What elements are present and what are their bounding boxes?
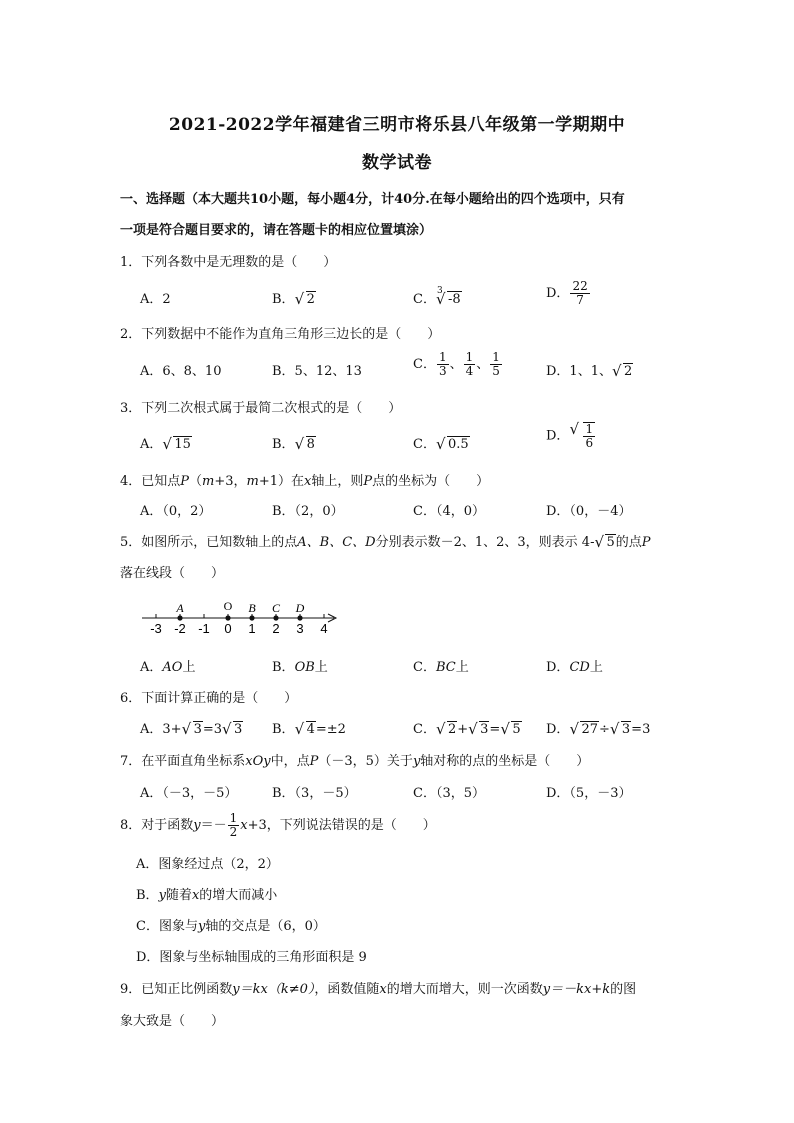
question-4-stem: 4．已知点P（m+3，m+1）在x轴上，则P点的坐标为（ ） xyxy=(120,474,490,489)
q2-option-d: D．1、1、√ 2 xyxy=(546,360,633,379)
number-line-point xyxy=(297,615,302,620)
section-heading-line1: 一、选择题（本大题共10小题，每小题4分，计40分.在每小题给出的四个选项中，只有 xyxy=(120,192,625,207)
q1-option-b: B．√ 2 xyxy=(272,288,316,307)
q3-option-a: A．√ 15 xyxy=(140,433,192,452)
number-line-point-label: A xyxy=(176,601,184,615)
q7-option-c: C．（3，5） xyxy=(413,786,485,801)
q2-option-a: A．6、8、10 xyxy=(140,364,222,379)
q8-option-a: A．图象经过点（2，2） xyxy=(136,857,279,872)
q8-option-c: C．图象与y轴的交点是（6，0） xyxy=(136,919,326,934)
q1-option-d: D． $\frac{22}{7}$ xyxy=(546,279,588,307)
exam-title: 2021-2022学年福建省三明市将乐县八年级第一学期期中 xyxy=(168,115,626,135)
question-5-stem-line2: 落在线段（ ） xyxy=(120,566,225,581)
number-line-tick-label: 2 xyxy=(272,621,280,636)
question-8-stem: 8．对于函数y＝－ $\frac{1}{2}$ x+3，下列说法错误的是（ ） xyxy=(120,811,436,839)
number-line-tick-label: 4 xyxy=(320,621,328,636)
q6-option-d: D．√ 27÷√ 3=3 xyxy=(546,718,650,737)
number-line-tick-label: 0 xyxy=(224,621,232,636)
q3-option-b: B．√ 8 xyxy=(272,433,316,452)
number-line-tick-label: -2 xyxy=(174,621,186,636)
q2-option-b: B．5、12、13 xyxy=(272,364,362,379)
number-line-point xyxy=(249,615,254,620)
question-7-stem: 7．在平面直角坐标系xOy中，点P（－3，5）关于y轴对称的点的坐标是（ ） xyxy=(120,754,590,769)
q1-option-a: A．2 xyxy=(140,292,171,307)
q8-option-b: B．y随着x的增大而减小 xyxy=(136,888,278,903)
q7-option-a: A．（－3，－5） xyxy=(140,786,238,801)
q4-option-b: B．（2，0） xyxy=(272,504,344,519)
number-line-figure xyxy=(140,596,350,640)
question-1-stem: 1．下列各数中是无理数的是（ ） xyxy=(120,255,337,270)
q5-option-b: B．OB上 xyxy=(272,660,328,675)
number-line-tick-label: -3 xyxy=(150,621,162,636)
q5-option-a: A．AO上 xyxy=(140,660,196,675)
number-line-point xyxy=(177,615,182,620)
q3-option-d: D． √ $\frac{1}{6}$ xyxy=(546,422,596,450)
section-heading-line2: 一项是符合题目要求的，请在答题卡的相应位置填涂） xyxy=(120,223,433,238)
question-3-stem: 3．下列二次根式属于最简二次根式的是（ ） xyxy=(120,401,402,416)
q6-option-a: A．3+√ 3=3√ 3 xyxy=(140,718,243,737)
number-line-point-label: O xyxy=(223,599,233,613)
number-line-point xyxy=(273,615,278,620)
q8-option-d: D．图象与坐标轴围成的三角形面积是 9 xyxy=(136,950,367,965)
number-line-point xyxy=(225,615,230,620)
question-9-stem-line1: 9．已知正比例函数y＝kx（k≠0），函数值随x的增大而增大，则一次函数y＝－kx+k的图 xyxy=(120,982,637,997)
q4-option-d: D．（0，－4） xyxy=(546,504,632,519)
number-line-tick-label: 1 xyxy=(248,621,256,636)
q3-option-c: C．√ 0.5 xyxy=(413,433,470,452)
question-9-stem-line2: 象大致是（ ） xyxy=(120,1014,225,1029)
q2-option-c: C． $\frac{1}{3}$ 、 $\frac{1}{4}$ 、 $\frac{1}{5}$ xyxy=(413,350,500,378)
q5-option-c: C．BC上 xyxy=(413,660,469,675)
q1-option-c: C． √ 3 -8 xyxy=(413,288,462,307)
q6-option-b: B．√ 4=±2 xyxy=(272,718,346,737)
question-2-stem: 2．下列数据中不能作为直角三角形三边长的是（ ） xyxy=(120,327,441,342)
number-line-point-label: B xyxy=(248,601,256,615)
q6-option-c: C．√ 2+√ 3=√ 5 xyxy=(413,718,522,737)
number-line-tick-label: 3 xyxy=(296,621,304,636)
number-line-point-label: D xyxy=(295,601,305,615)
q5-option-d: D．CD上 xyxy=(546,660,603,675)
q4-option-c: C．（4，0） xyxy=(413,504,485,519)
q4-option-a: A．（0，2） xyxy=(140,504,212,519)
exam-subtitle: 数学试卷 xyxy=(362,153,432,173)
question-6-stem: 6．下面计算正确的是（ ） xyxy=(120,691,298,706)
number-line-tick-label: -1 xyxy=(198,621,210,636)
question-5-stem-line1: 5．如图所示，已知数轴上的点A、B、C、D分别表示数－2、1、2、3，则表示 4-√ 5的点P xyxy=(120,531,651,550)
q7-option-d: D．（5，－3） xyxy=(546,786,632,801)
q7-option-b: B．（3，－5） xyxy=(272,786,357,801)
number-line-point-label: C xyxy=(271,601,281,615)
